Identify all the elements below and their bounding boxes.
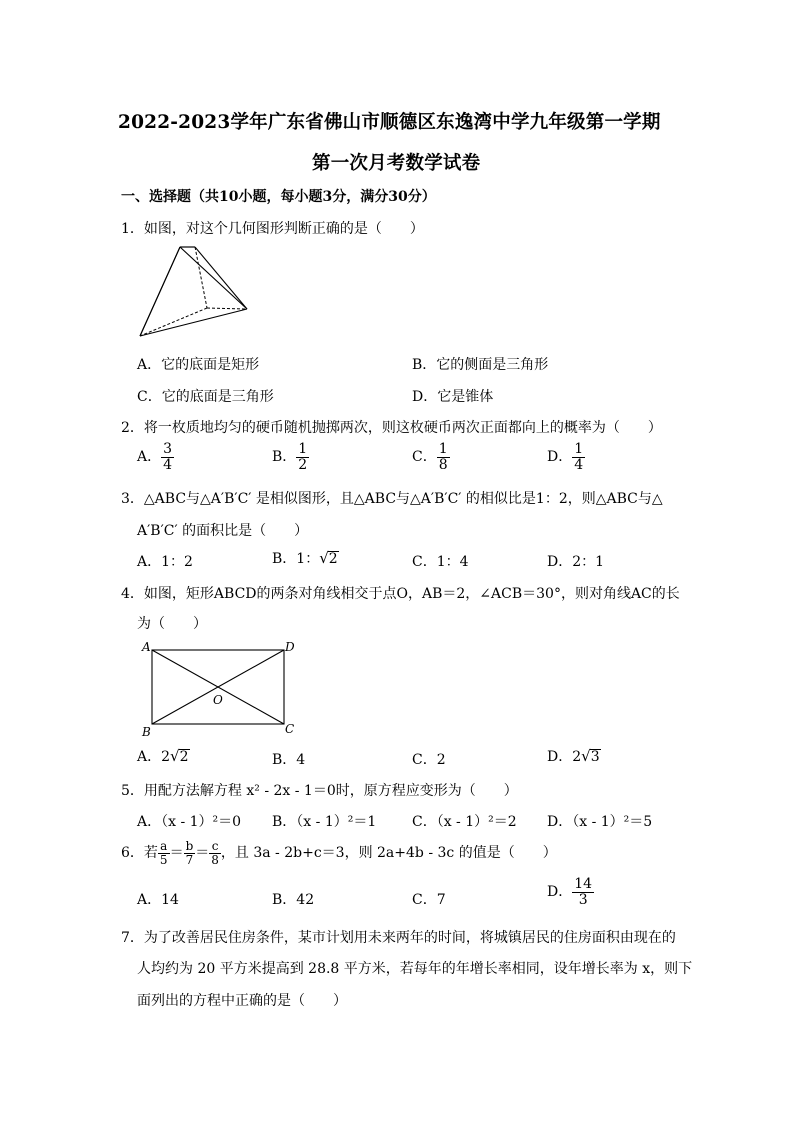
- numerator: 1: [298, 441, 308, 457]
- vertex-label-b: B: [142, 725, 151, 738]
- question-7-line2: 人均约为 20 平方米提高到 28.8 平方米，若每年的年增长率相同，设年增长率为 x，则下: [137, 961, 693, 977]
- question-4-line2: 为（ ）: [137, 616, 207, 632]
- option-label: D．: [547, 884, 573, 901]
- denominator: 8: [438, 456, 448, 473]
- question-7-line3: 面列出的方程中正确的是（ ）: [137, 993, 347, 1009]
- question-3-line1: 3．△ABC与△A′B′C′ 是相似图形，且△ABC与△A′B′C′ 的相似比是1：2，则△ABC与△: [121, 491, 663, 507]
- vertex-label-a: A: [142, 640, 151, 654]
- stem-prefix: 6．若: [121, 845, 158, 862]
- prism-edge: [140, 247, 180, 336]
- option-label: B．: [272, 449, 297, 466]
- numerator: a: [158, 840, 170, 854]
- exam-title-line2: 第一次月考数学试卷: [312, 153, 481, 174]
- q2-option-a[interactable]: [137, 442, 174, 472]
- prism-edge: [140, 309, 247, 336]
- prism-hidden-edge: [195, 247, 207, 308]
- option-text: A．2: [137, 749, 171, 765]
- rectangle-abcd-figure: [138, 638, 303, 738]
- question-3-line2: A′B′C′ 的面积比是（ ）: [137, 523, 309, 539]
- fraction-a-5: [158, 840, 170, 866]
- option-label: A．: [137, 449, 162, 466]
- radical-sign: √: [581, 747, 591, 765]
- equals-sign: ＝: [195, 845, 210, 862]
- radicand: 2: [179, 749, 189, 765]
- fraction: [296, 442, 309, 472]
- center-label-o: O: [213, 693, 223, 707]
- q6-option-d[interactable]: [547, 877, 594, 907]
- q4-option-c[interactable]: C．2: [412, 752, 446, 768]
- prism-edge: [180, 247, 247, 309]
- numerator: 1: [574, 441, 584, 457]
- numerator: b: [185, 839, 194, 853]
- option-label: C．: [412, 449, 437, 466]
- prism-hidden-edge: [207, 308, 247, 309]
- radical-sign: √: [319, 549, 329, 567]
- stem-suffix: ，且 3a - 2b+c＝3，则 2a+4b - 3c 的值是（ ）: [220, 845, 557, 862]
- radicand: 2: [328, 551, 338, 567]
- q2-option-d[interactable]: [547, 442, 585, 472]
- q5-option-c[interactable]: C．（x - 1）²＝2: [412, 814, 517, 830]
- question-6-stem: [121, 840, 557, 866]
- denominator: 2: [298, 456, 308, 473]
- exam-title-line1: 2022-2023学年广东省佛山市顺德区东逸湾中学九年级第一学期: [118, 112, 661, 133]
- vertex-label-d: D: [285, 640, 295, 654]
- fraction: [572, 442, 585, 472]
- q3-option-a[interactable]: A．1：2: [137, 554, 193, 570]
- question-7-line1: 7．为了改善居民住房条件，某市计划用未来两年的时间，将城镇居民的住房面积由现在的: [121, 930, 676, 946]
- vertex-label-c: C: [285, 722, 295, 736]
- q1-option-d[interactable]: D．它是锥体: [412, 389, 494, 405]
- q5-option-d[interactable]: D．（x - 1）²＝5: [547, 814, 653, 830]
- q2-option-b[interactable]: [272, 442, 309, 472]
- numerator: 3: [163, 441, 173, 457]
- denominator: 3: [578, 891, 588, 908]
- denominator: 8: [211, 852, 219, 867]
- fraction-c-8: [209, 840, 221, 866]
- q6-option-a[interactable]: A．14: [137, 892, 179, 908]
- denominator: 7: [185, 852, 194, 867]
- radicand: 3: [590, 749, 600, 765]
- question-1-stem: 1．如图，对这个几何图形判断正确的是（ ）: [121, 221, 424, 237]
- fraction: [572, 877, 594, 907]
- q3-option-d[interactable]: D．2：1: [547, 554, 605, 570]
- q3-option-c[interactable]: C．1：4: [412, 554, 469, 570]
- triangular-prism-figure: [135, 242, 255, 342]
- q1-option-c[interactable]: C．它的底面是三角形: [137, 389, 274, 405]
- radical-sign: √: [170, 747, 180, 765]
- q3-option-b[interactable]: [272, 548, 339, 568]
- question-2-stem: 2．将一枚质地均匀的硬币随机抛掷两次，则这枚硬币两次正面都向上的概率为（ ）: [121, 420, 662, 436]
- option-label: D．: [547, 449, 573, 466]
- q1-option-a[interactable]: A．它的底面是矩形: [137, 357, 260, 373]
- q6-option-c[interactable]: C．7: [412, 892, 446, 908]
- numerator: c: [209, 840, 221, 854]
- denominator: 4: [163, 456, 173, 473]
- q4-option-d[interactable]: [547, 746, 601, 766]
- q5-option-a[interactable]: A．（x - 1）²＝0: [137, 814, 242, 830]
- section-heading: 一、选择题（共10小题，每小题3分，满分30分）: [121, 189, 436, 205]
- q4-option-a[interactable]: [137, 746, 190, 766]
- q5-option-b[interactable]: B．（x - 1）²＝1: [272, 814, 377, 830]
- q2-option-c[interactable]: [412, 442, 450, 472]
- option-text: D．2: [547, 749, 582, 765]
- denominator: 4: [574, 456, 584, 473]
- q4-option-b[interactable]: B．4: [272, 752, 306, 768]
- numerator: 14: [574, 876, 593, 892]
- question-4-line1: 4．如图，矩形ABCD的两条对角线相交于点O，AB＝2，∠ACB＝30°，则对角线AC的长: [121, 586, 680, 602]
- fraction: [161, 442, 174, 472]
- prism-edge: [195, 247, 247, 309]
- equals-sign: ＝: [169, 845, 184, 862]
- denominator: 5: [159, 852, 168, 867]
- q1-option-b[interactable]: B．它的侧面是三角形: [412, 357, 549, 373]
- numerator: 1: [438, 441, 448, 457]
- question-5-stem: 5．用配方法解方程 x² - 2x - 1＝0时，原方程应变形为（ ）: [121, 783, 518, 799]
- option-text: B．1：: [272, 551, 320, 567]
- fraction: [437, 442, 450, 472]
- q6-option-b[interactable]: B．42: [272, 892, 315, 908]
- fraction-b-7: [184, 840, 196, 866]
